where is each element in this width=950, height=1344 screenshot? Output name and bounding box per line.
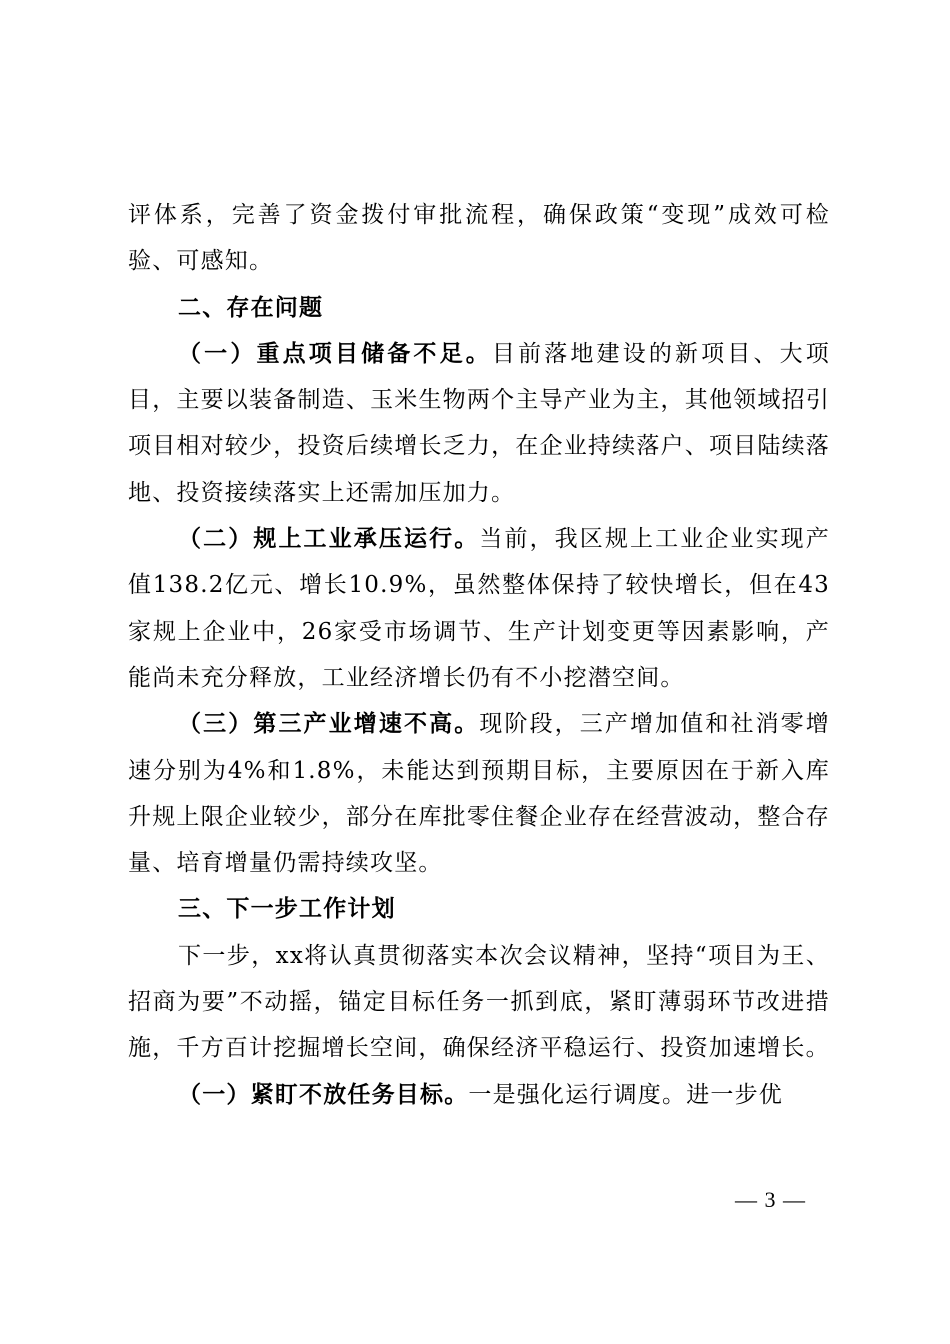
paragraph-problem-2 <box>128 516 830 701</box>
paragraph-text: 当前，我区规上工业企业实现产值138.2亿元、增长10.9%，虽然整体保持了较快增长，但在43家规上企业中，26家受市场调节、生产计划变更等因素影响，产能尚未充分释放，工业经济增长仍有不小挖潜空间。 <box>128 526 830 691</box>
paragraph-text: 评体系，完善了资金拨付审批流程，确保政策“变现”成效可检验、可感知。 <box>128 202 830 275</box>
paragraph-problem-1 <box>128 331 830 516</box>
section-heading-problems <box>128 285 830 331</box>
paragraph-problem-3 <box>128 701 830 886</box>
page-number: — 3 — <box>735 1187 806 1212</box>
paragraph-lead: （三）第三产业增速不高。 <box>178 710 480 738</box>
paragraph-plan-intro <box>128 933 830 1072</box>
paragraph-lead: （一）紧盯不放任务目标。 <box>178 1080 469 1108</box>
paragraph-text: 目前落地建设的新项目、大项目，主要以装备制造、玉米生物两个主导产业为主，其他领域招引项目相对较少，投资后续增长乏力，在企业持续落户、项目陆续落地、投资接续落实上还需加压加力。 <box>128 340 830 506</box>
paragraph-text: 下一步，xx将认真贯彻落实本次会议精神，坚持“项目为王、招商为要”不动摇，锚定目标任务一抓到底，紧盯薄弱环节改进措施，千方百计挖掘增长空间，确保经济平稳运行、投资加速增长。 <box>128 942 830 1062</box>
document-body <box>128 192 830 1118</box>
paragraph-text: 一是强化运行调度。进一步优 <box>468 1081 784 1108</box>
paragraph-continuation <box>128 192 830 285</box>
heading-text: 二、存在问题 <box>178 294 324 321</box>
paragraph-lead: （一）重点项目储备不足。 <box>178 339 492 367</box>
paragraph-plan-1 <box>128 1072 830 1118</box>
section-heading-plan <box>128 886 830 932</box>
heading-text: 三、下一步工作计划 <box>178 896 396 923</box>
paragraph-lead: （二）规上工业承压运行。 <box>178 525 480 553</box>
paragraph-text: 现阶段，三产增加值和社消零增速分别为4%和1.8%，未能达到预期目标，主要原因在于新入库升规上限企业较少，部分在库批零住餐企业存在经营波动，整合存量、培育增量仍需持续攻坚。 <box>128 711 830 877</box>
